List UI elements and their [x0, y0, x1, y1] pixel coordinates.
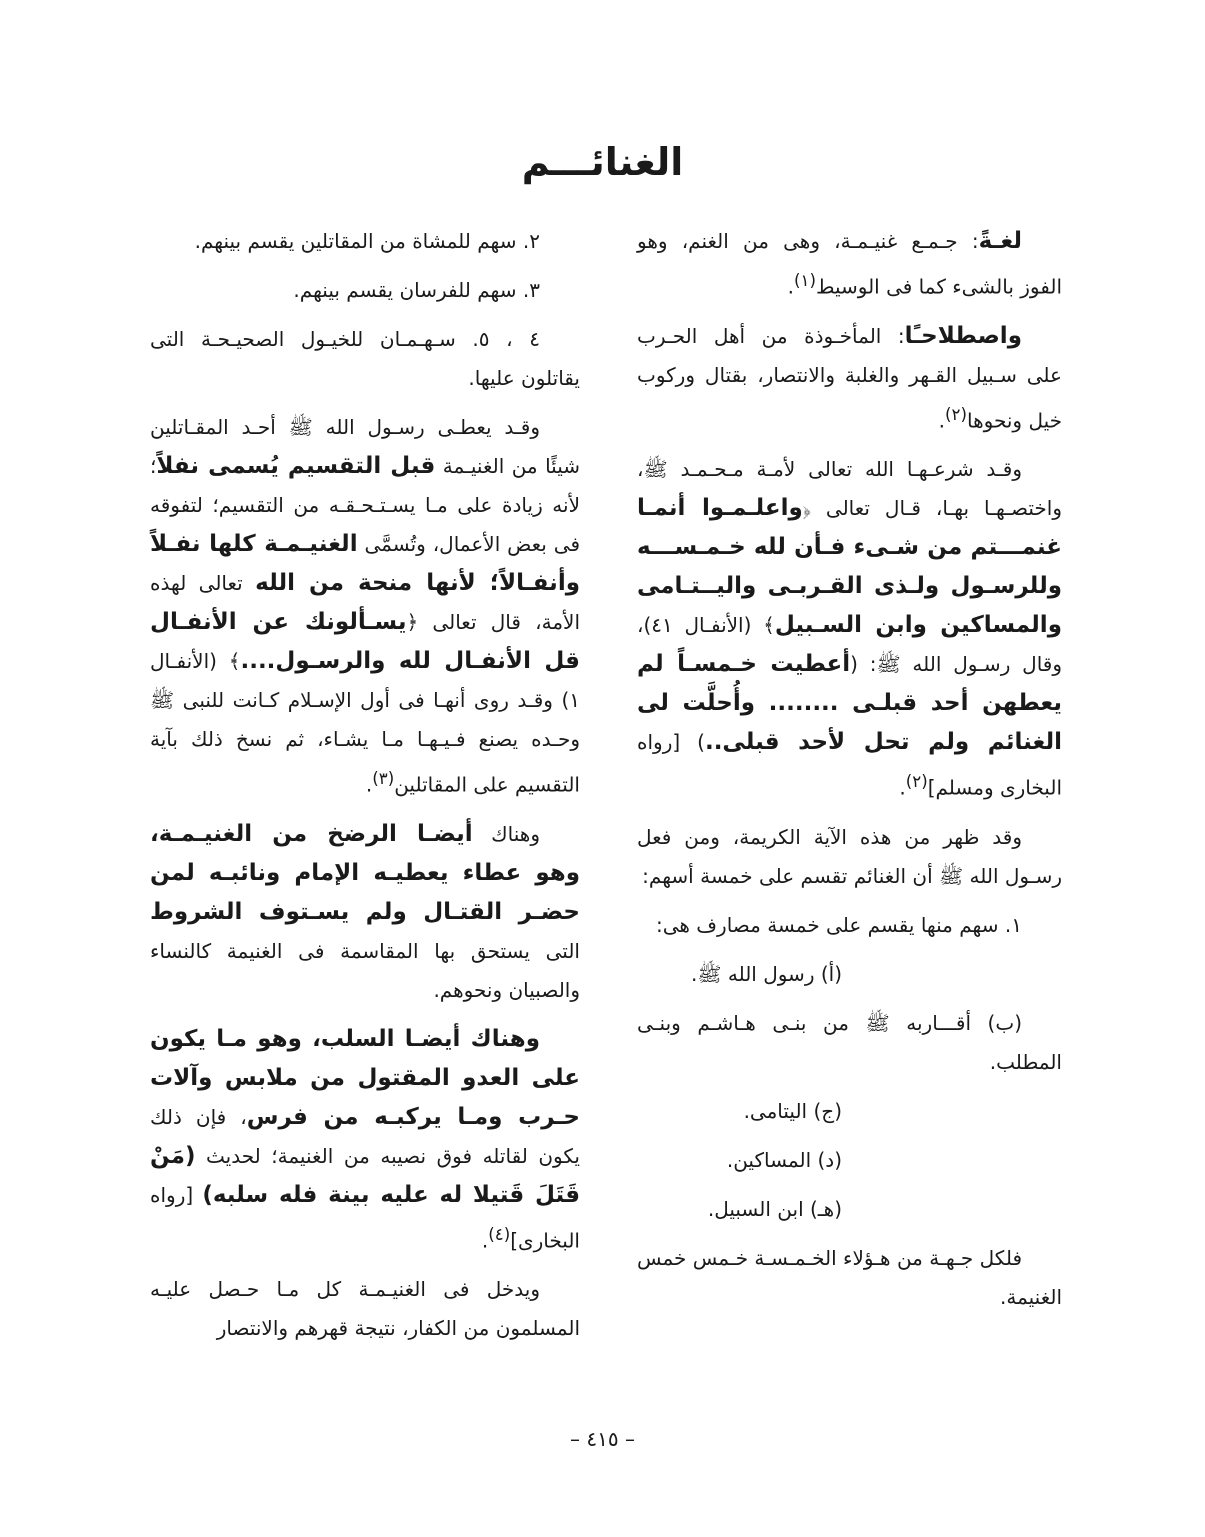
footnote-ref: (٢) — [905, 772, 928, 792]
hadith-quote: أعطيت خـمسـاً لم يعطهن أحد قبلـى ........ وأُحلَّت لى الغنائم ولم تحل لأحد قبلى.. — [637, 651, 1062, 756]
bold-term: قبل التقسيم يُسمى نفلاً — [156, 453, 436, 479]
bold-term: الغنيـمـة كلها نفـلاً وأنفـالاً؛ لأنها منحة من الله — [150, 531, 580, 596]
body-text: : المأخـوذة من أهل الحـرب على سـبيل القـهر والغلبة والانتصار، بقتال وركوب خيل ونحوها — [637, 323, 1062, 433]
list-item-4-5: ٤ ، ٥. سـهـمـان للخيـول الصحيـحـة التى يقاتلون عليها. — [150, 327, 580, 390]
body-text: ) [رواه البخارى ومسلم] — [637, 730, 1062, 800]
body-text: . — [787, 274, 795, 299]
footnote-ref: (٢) — [945, 404, 967, 424]
footnote-ref: (١) — [794, 271, 816, 290]
radkh-paragraph — [150, 815, 580, 1010]
bold-term: وهناك أيضـا السلب، وهو مـا يكون على العدو المقتول من ملابس وآلات حـرب ومـا يركبـه من فرس — [150, 1025, 580, 1130]
sub-item-b: (ب) أقـــاربه ﷺ من بنـى هـاشـم وبنـى المطلب. — [637, 1010, 1062, 1074]
list-item-3: ٣. سهم للفرسان يقسم بينهم. — [293, 278, 540, 302]
definition-linguistic — [637, 222, 1062, 307]
page-number: – ٤١٥ – — [570, 1427, 635, 1451]
nafl-paragraph — [150, 408, 580, 805]
body-text: وهناك — [472, 821, 540, 846]
body-text: . — [899, 775, 906, 800]
legislation-paragraph — [637, 450, 1062, 808]
salab-paragraph — [150, 1020, 580, 1261]
bold-term: أيضـا الرضخ من الغنيـمـة، وهو عطاء يعطيـه الإمام ونائبـه لمن حضـر القتـال ولم يسـتوف الشروط — [150, 820, 580, 925]
footnote-ref: (٤) — [488, 1224, 511, 1244]
right-column — [637, 222, 1062, 1327]
left-column — [150, 222, 580, 1358]
quran-quote: يسـألونك عن الأنفـال قل الأنفـال لله والرسـول.... — [150, 609, 580, 674]
quran-quote: واعلـمـوا أنمـا غنمـــتم من شـىء فـأن لله خـمـســـه وللرسـول ولـذى القـربـى واليــتـامى والمساكين وابن السـبيل — [637, 495, 1062, 639]
sub-item-e: (هـ) ابن السبيل. — [707, 1196, 842, 1221]
sub-item-d: (د) المساكين. — [726, 1147, 842, 1172]
body-text: : جـمـع غنيـمـة، وهى من الغنم، وهو الفوز بالشىء كما فى الوسيط — [637, 229, 1062, 299]
body-text: . — [365, 772, 373, 797]
body-text: وقـد شرعـهـا الله تعالى لأمـة مـحـمـد ﷺ، واختصـهـا بهـا، قـال تعالى ﴿ — [637, 457, 1063, 521]
body-text: التى يستحق بها المقاسمة فى الغنيمة كالنساء والصبيان ونحوهم. — [150, 938, 580, 1002]
closing-paragraph: ويدخل فى الغنيـمـة كل مـا حـصل عليـه المسلمون من الكفار، نتيجة قهرهم والانتصار — [150, 1277, 580, 1341]
fifth-share-paragraph: فلكل جـهـة من هـؤلاء الخـمـسـة خـمس خمس الغنيمة. — [637, 1245, 1062, 1309]
body-text: ﴾ (الأنفـال ٤١)، وقال رسـول الله ﷺ: ( — [637, 613, 1063, 677]
definition-technical — [637, 317, 1062, 441]
division-intro: وقد ظهر من هذه الآية الكريمة، ومن فعل رسـول الله ﷺ أن الغنائم تقسم على خمسة أسهم: — [637, 824, 1062, 888]
sub-item-c: (ج) اليتامى. — [743, 1098, 842, 1123]
hadith-quote: (مَنْ قَتَلَ قَتيلا له عليه بينة فله سلبه) — [150, 1142, 580, 1208]
body-text: وقـد يعطـى رسـول الله ﷺ أحـد المقـاتلين شيئًا من الغنيـمة — [150, 415, 580, 478]
body-text: ﴾ (الأنفـال ١) وقـد روى أنهـا فى أول الإسـلام كـانت للنبى ﷺ وحـده يصنع فـيـهـا مـا يشـاء، ثم نسخ ذلك بآية التقسيم على المقاتلين — [150, 649, 580, 797]
body-text: . — [938, 408, 946, 433]
body-text: . — [481, 1228, 489, 1253]
body-text: [رواه البخارى] — [150, 1182, 580, 1253]
list-item-1: ١. سهم منها يقسم على خمسة مصارف هى: — [655, 912, 1022, 937]
bold-term: واصطلاحـًا — [904, 322, 1022, 349]
body-text: تعالى لهذه الأمة، قال تعالى ﴿ — [150, 571, 581, 634]
sub-item-a: (أ) رسول الله ﷺ. — [690, 961, 842, 986]
footnote-ref: (٣) — [372, 769, 395, 788]
page-title: الغنائـــم — [521, 140, 684, 184]
body-text: ، فإن ذلك يكون لقاتله فوق نصيبه من الغنيمة؛ لحديث — [150, 1104, 580, 1168]
list-item-2: ٢. سهم للمشاة من المقاتلين يقسم بينهم. — [194, 229, 540, 253]
bold-term: لغـةً — [978, 228, 1022, 254]
body-text: ؛ لأنه زيادة على مـا يسـتـحـقـه من التقسيم؛ لتفوقه فى بعض الأعمال، وتُسمَّى — [150, 454, 581, 556]
